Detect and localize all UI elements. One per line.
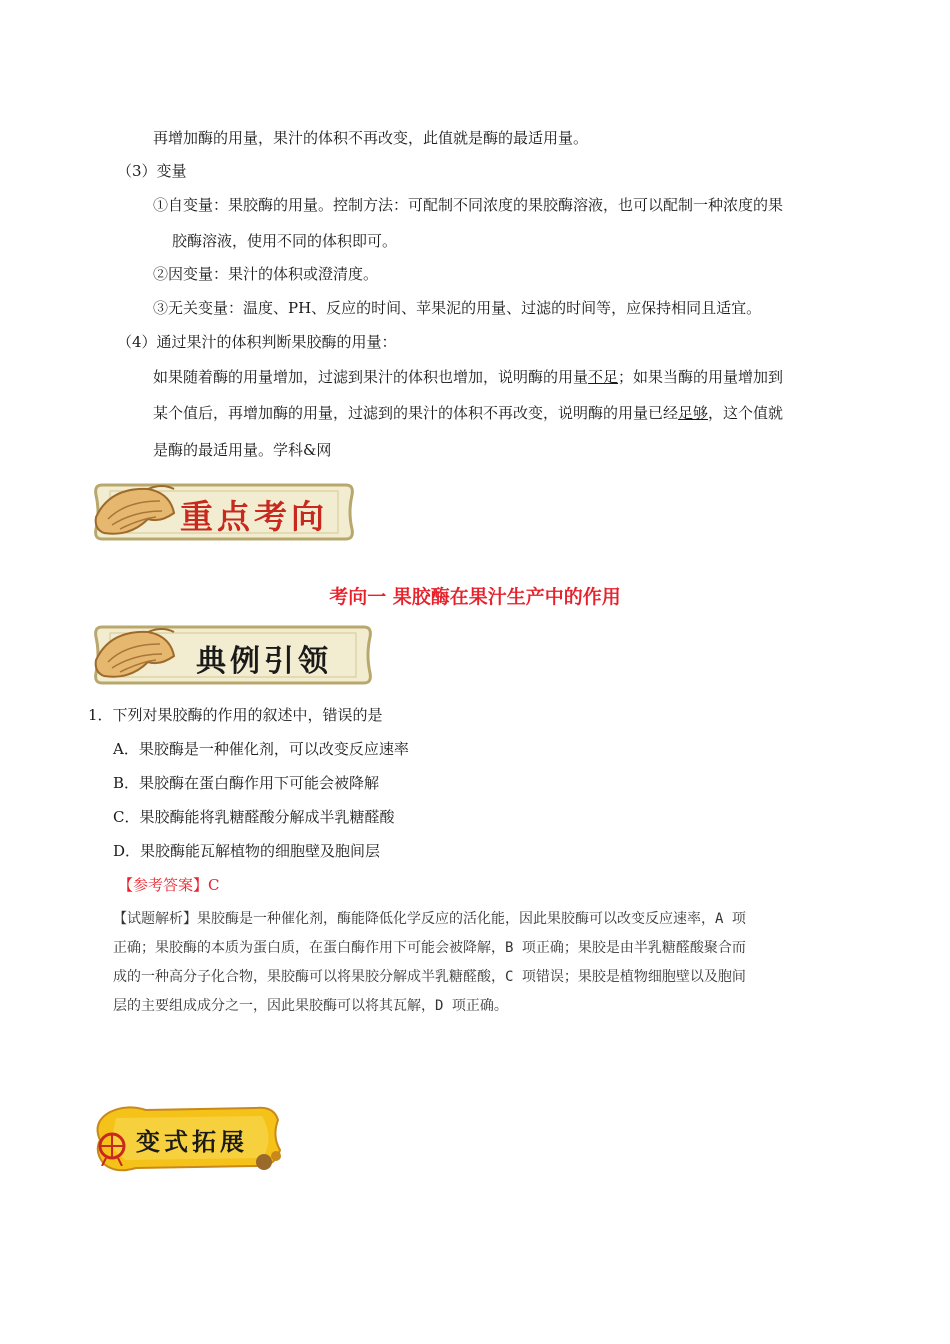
- knot-icon: [92, 1126, 132, 1166]
- independent-variable-line-2: 胶酶溶液，使用不同的体积即可。: [172, 232, 398, 250]
- question-stem: 1．下列对果胶酶的作用的叙述中，错误的是: [88, 706, 383, 724]
- judge-heading: （4）通过果汁的体积判断果胶酶的用量：: [117, 333, 397, 351]
- judge-line-2: [153, 403, 783, 423]
- option-d: D．果胶酶能瓦解植物的细胞壁及胞间层: [113, 842, 381, 860]
- key-focus-label: 重点考向: [180, 497, 328, 536]
- judge-line-1-b: ；如果当酶的用量增加到: [618, 368, 784, 386]
- key-focus-banner: [88, 477, 360, 547]
- judge-line-2-a: 某个值后，再增加酶的用量，过滤到的果汁的体积不再改变，说明酶的用量已经: [153, 404, 679, 422]
- example-banner: [88, 619, 378, 691]
- variables-heading: （3）变量: [117, 162, 187, 180]
- shell-icon: [90, 622, 180, 688]
- explanation: [113, 905, 873, 1021]
- answer-line: [118, 875, 220, 895]
- insufficient-underlined: 不足: [588, 368, 619, 386]
- independent-variable-line-1: ①自变量：果胶酶的用量。控制方法：可配制不同浓度的果胶酶溶液，也可以配制一种浓度的果: [153, 196, 784, 214]
- option-c: C．果胶酶能将乳糖醛酸分解成半乳糖醛酸: [113, 808, 395, 826]
- explanation-line-2: 正确；果胶酶的本质为蛋白质，在蛋白酶作用下可能会被降解，B 项正确；果胶是由半乳糖醛酸聚合而: [113, 940, 746, 956]
- shell-icon: [90, 479, 180, 545]
- sufficient-underlined: 足够: [678, 404, 709, 422]
- answer-label: 【参考答案】: [118, 876, 209, 894]
- intro-line-1: 再增加酶的用量，果汁的体积不再改变，此值就是酶的最适用量。: [153, 129, 589, 147]
- variant-label: 变式拓展: [136, 1127, 248, 1156]
- answer-value: C: [208, 876, 220, 894]
- option-b: B．果胶酶在蛋白酶作用下可能会被降解: [113, 774, 380, 792]
- explanation-line-3: 成的一种高分子化合物，果胶酶可以将果胶分解成半乳糖醛酸，C 项错误；果胶是植物细胞壁以及胞间: [113, 969, 746, 985]
- judge-line-2-b: ，这个值就: [708, 404, 784, 422]
- judge-line-3: 是酶的最适用量。学科&网: [153, 441, 332, 459]
- dependent-variable: ②因变量：果汁的体积或澄清度。: [153, 265, 379, 283]
- example-label: 典例引领: [196, 644, 332, 679]
- option-a: A．果胶酶是一种催化剂，可以改变反应速率: [113, 740, 409, 758]
- irrelevant-variable: ③无关变量：温度、PH、反应的时间、苹果泥的用量、过滤的时间等，应保持相同且适宜。: [153, 299, 762, 317]
- judge-line-1-a: 如果随着酶的用量增加，过滤到果汁的体积也增加，说明酶的用量: [153, 368, 589, 386]
- judge-line-1: [153, 367, 783, 387]
- variant-banner: [86, 1100, 286, 1178]
- explanation-line-4: 层的主要组成成分之一，因此果胶酶可以将其瓦解，D 项正确。: [113, 998, 508, 1014]
- section-title: 考向一 果胶酶在果汁生产中的作用: [329, 586, 621, 608]
- explanation-line-1: 【试题解析】果胶酶是一种催化剂，酶能降低化学反应的活化能，因此果胶酶可以改变反应速率，A 项: [113, 911, 746, 927]
